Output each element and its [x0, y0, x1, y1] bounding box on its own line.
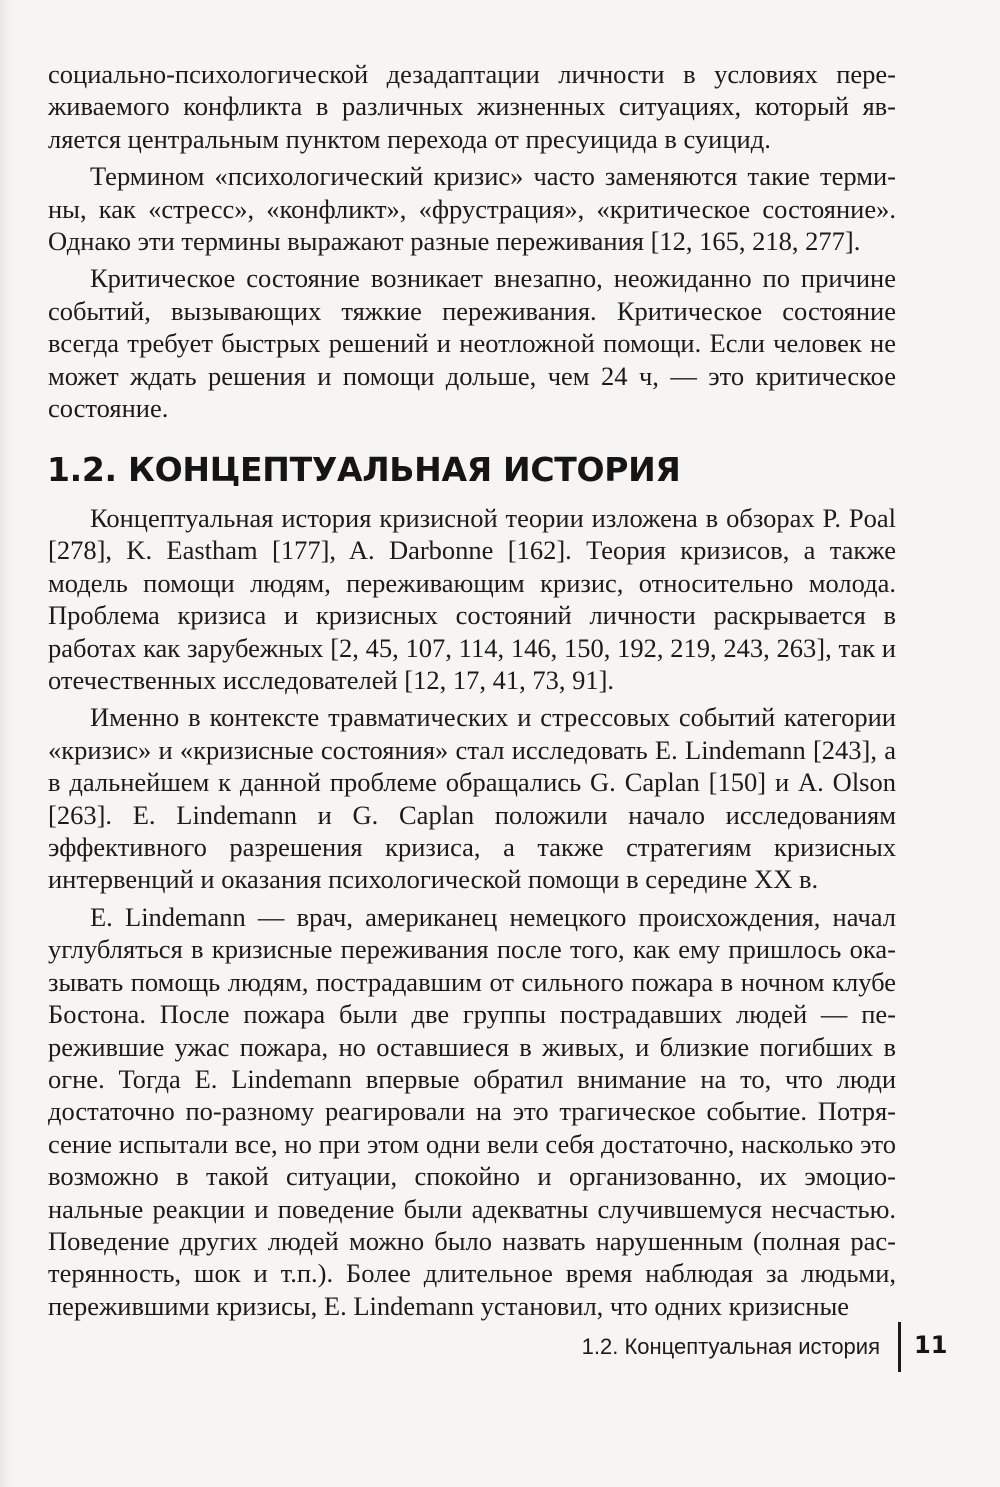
running-head: 1.2. Концептуальная история	[581, 1334, 880, 1359]
page-number: 11	[914, 1331, 948, 1359]
footer-divider	[898, 1322, 901, 1372]
paragraph: Критическое состояние возникает внезапно, неожиданно по причине событий, вызывающих тяжкие переживания. Критическое состояние всегда требует быстрых решений и неотложной помощи. Если человек не может ждать решения и помощи дольше, чем 24 ч, — это критическое состояние.	[48, 263, 896, 424]
page-edge-shadow	[0, 0, 12, 1487]
paragraph: E. Lindemann — врач, американец немецкого происхождения, начал углубляться в кризисные переживания после того, как ему пришлось оказывать помощь людям, пострадавшим от сильного пожара в ночном клубе Бостона. После пожара были две группы пострадавших людей — пережившие ужас пожара, но оставшиеся в живых, и близкие погибших в огне. Тогда E. Lindemann впервые обратил внимание на то, что люди достаточно по-разному реагировали на это трагическое событие. Потрясение испытали все, но при этом одни вели себя достаточно, насколько это возможно в такой ситуации, спокойно и организованно, их эмоциональные реакции и поведение были адекватны случившемуся несчастью. Поведение других людей можно было назвать нарушенным (полная растерянность, шок и т.п.). Более длительное время наблюдая за людьми, пережившими кризисы, E. Lindemann установил, что одних кризисные	[48, 901, 896, 1321]
section-heading: 1.2. КОНЦЕПТУАЛЬНАЯ ИСТОРИЯ	[47, 450, 681, 489]
paragraph: социально-психологической дезадаптации личности в условиях переживаемого конфликта в различных жизненных ситуациях, который является центральным пунктом перехода от пресуицида в суицид.	[48, 59, 896, 154]
intro-text	[48, 58, 896, 424]
section-text	[48, 502, 896, 1322]
page-footer	[0, 1322, 1000, 1372]
paragraph: Концептуальная история кризисной теории изложена в обзорах P. Poal [278], K. Eastham [177], A. Darbonne [162]. Теория кризисов, а также модель помощи людям, переживающим кризис, относительно молода. Проблема кризиса и кризисных состояний личности раскрывается в работах как зарубежных [2, 45, 107, 114, 146, 150, 192, 219, 243, 263], так и отечественных исследователей [12, 17, 41, 73, 91].	[48, 503, 896, 696]
paragraph: Именно в контексте травматических и стрессовых событий категории «кризис» и «кризисные состояния» стал исследовать E. Lindemann [243], а в дальнейшем к данной проблеме обращались G. Caplan [150] и A. Olson [263]. E. Lindemann и G. Caplan положили начало исследованиям эффективного разрешения кризиса, а также стратегиям кризисных интервенций и оказания психологической помощи в середине XX в.	[48, 702, 896, 895]
paragraph: Термином «психологический кризис» часто заменяются такие термины, как «стресс», «конфликт», «фрустрация», «критическое состояние». Однако эти термины выражают разные переживания [12, 165, 218, 277].	[48, 161, 896, 257]
